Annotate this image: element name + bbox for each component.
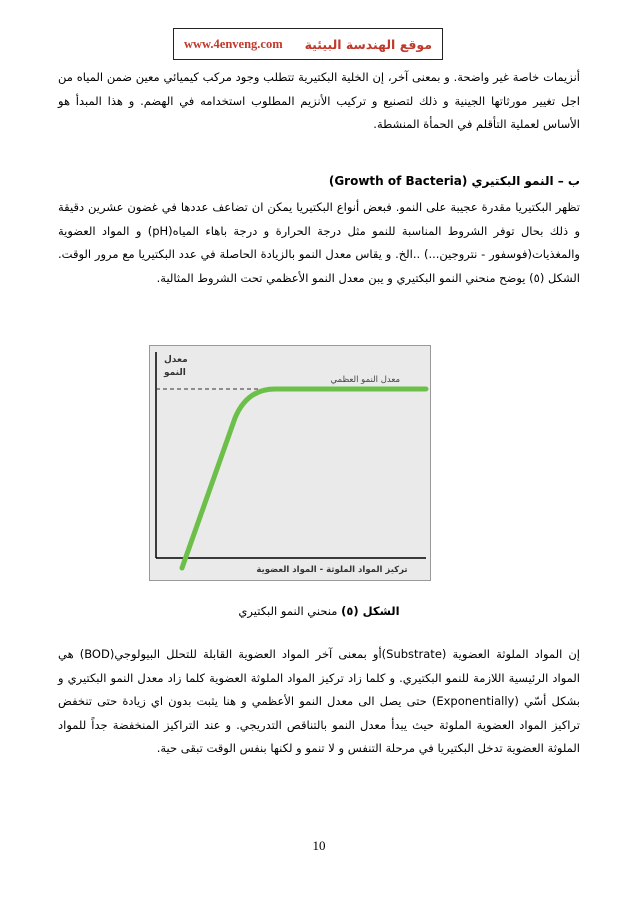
site-name: موقع الهندسة البيئية xyxy=(304,36,432,52)
paragraph-bacterial-growth: تظهر البكتيريا مقدرة عجيبة على النمو. فبعض أنواع البكتيريا يمكن ان تضاعف عددها في غضون عشرين دقيقة و ذلك بحال توفر الشروط المناسبة للنمو مثل درجة الحرارة و درجة باهاء المياه(pH) و المواد العضوية والمغذيات(فوسفور - نتروجين...) ..الخ. و يقاس معدل النمو بالزيادة الحاصلة في عدد البكتيريا مع مرور الوقت. الشكل (٥) يوضح منحني النمو البكتيري و يبن معدل النمو الأعظمي تحت الشروط المثالية. xyxy=(58,200,580,285)
y-axis-label-line2: النمو xyxy=(164,368,186,378)
page-number: 10 xyxy=(312,838,326,853)
site-url[interactable]: www.4enveng.com xyxy=(184,36,283,51)
growth-curve-line xyxy=(182,389,426,568)
max-rate-label: معدل النمو العظمي xyxy=(330,375,400,385)
growth-curve-svg xyxy=(150,346,430,580)
paragraph-substrate: إن المواد الملوثة العضوية (Substrate)أو بمعنى آخر المواد العضوية القابلة للتحلل البيولوجي(BOD) هي المواد الرئيسية اللازمة للنمو البكتيري. و كلما زاد تركيز المواد الملوثة العضوية كلما زاد معدل النمو البكتيري و بشكل أسّي (Exponentially) حتى يصل الى معدل النمو الأعظمي و هنا يثبت بدون اي زيادة حتى تنخفض تراكيز المواد العضوية الملوثة حيث يبدأ معدل النمو بالتناقص التدريجي. و عند التراكيز المنخفضة جداً للمواد الملوثة العضوية تدخل البكتيريا في مرحلة التنفس و لا تنمو و لكنها بنفس الوقت تبقى حية. xyxy=(58,647,581,755)
x-axis-label: تركيز المواد الملوثة - المواد العضوية xyxy=(256,565,408,575)
growth-curve-figure xyxy=(149,345,431,581)
figure-caption-label: الشكل (٥) xyxy=(341,604,400,618)
figure-caption xyxy=(58,604,580,618)
figure-caption-text: منحني النمو البكتيري xyxy=(238,604,338,618)
section-heading: ب – النمو البكتيري (Growth of Bacteria) xyxy=(328,174,580,188)
paragraph-enzymes: أنزيمات خاصة غير واضحة. و بمعنى آخر، إن الخلية البكتيرية تتطلب وجود مركب كيميائي معين ضمن المياه من اجل تغيير مورثاتها الجينية و ذلك لتصنيع و تركيب الأنزيم المطلوب استخدامه في الهضم. و هذا المبدأ هو الأساس لعملية التأقلم في الحمأة المنشطة. xyxy=(58,70,580,131)
site-header-box xyxy=(173,28,443,60)
y-axis-label-line1: معدل xyxy=(164,355,188,365)
